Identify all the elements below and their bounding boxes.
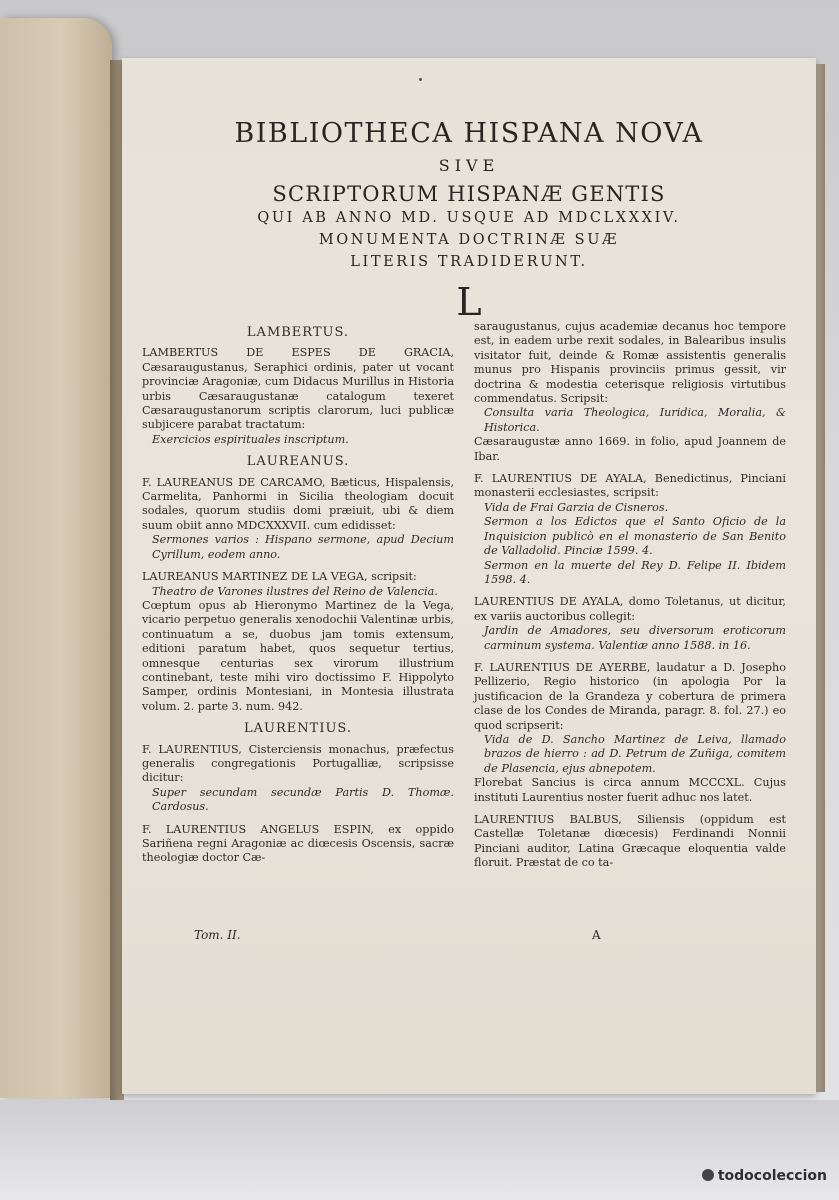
- entry-text: LAUREANUS MARTINEZ DE LA VEGA, scripsit:: [142, 570, 417, 584]
- heading-laurentius: LAURENTIUS.: [244, 721, 352, 737]
- volume-footer: Tom. II.: [194, 928, 241, 942]
- entry-carcamo: [142, 476, 454, 562]
- entry-work: Vida de Frai Garzia de Cisneros.: [484, 500, 669, 514]
- entry-text: F. LAURENTIUS ANGELUS ESPIN, ex oppido Sariñena regni Aragoniæ ac diœcesis Oscensis, sacræ theologiæ doctor Cæ-: [142, 822, 454, 865]
- watermark-text: todocoleccion: [717, 1168, 827, 1184]
- entry-text-rest: Cœptum opus ab Hieronymo Martinez de la Vega, vicario perpetuo generalis xenodochii Valentinæ urbis, continuatum a se, duobus jam tomis extensum, editioni paratum habet, quos sequetur tertius, omnesque centurias sex virorum illustrium continebant, teste mihi viro doctissimo F. Hippolyto Samper, ordinis Montesiani, in Montesia illustrata volum. 2. parte 3. num. 942.: [142, 598, 454, 713]
- right-column: [474, 320, 786, 879]
- entry-work: Super secundam secundæ Partis D. Thomæ. Cardosus.: [152, 785, 454, 814]
- entry-text: F. LAURENTIUS DE AYALA, Benedictinus, Pinciani monasterii ecclesiastes, scripsit:: [474, 472, 786, 500]
- title-line-5: MONUMENTA DOCTRINÆ SUÆ: [318, 232, 620, 248]
- entry-laurentius: [142, 743, 454, 815]
- heading-lambertus: LAMBERTUS.: [246, 325, 350, 340]
- title-line-3: SCRIPTORUM HISPANÆ GENTIS: [272, 182, 666, 206]
- entry-work: Sermon a los Edictos que el Santo Oficio de la Inquisicion publicò en el monasterio de San Benito de Valladolid. Pinciæ 1599. 4.: [484, 515, 786, 558]
- table-surface: [0, 1100, 839, 1200]
- section-letter: L: [456, 280, 482, 324]
- entry-text: LAURENTIUS BALBUS, Siliensis (oppidum est Castellæ Toletanæ diœcesis) Ferdinandi Nonnii Pinciani auditor, Latina Græcaque eloquentia valde floruit. Præstat de co ta-: [474, 813, 786, 870]
- entry-text: F. LAURENTIUS, Cisterciensis monachus, præfectus generalis congregationis Portugalliæ, scripsisse dicitur:: [142, 742, 454, 785]
- entry-text-rest: Cæsaraugustæ anno 1669. in folio, apud Joannem de Ibar.: [474, 435, 786, 463]
- entry-work: Sermon en la muerte del Rey D. Felipe II. Ibidem 1598. 4.: [484, 558, 786, 586]
- entry-text: saraugustanus, cujus academiæ decanus hoc tempore est, in eadem urbe rexit sodales, in Balearibus insulis visitator fuit, deinde & Romæ assistentis generalis munus pro Hispanis provinciis primus gessit, vir doctrina & modestia ceterisque religiosis virtutibus commendatus. Scripsit:: [474, 320, 786, 406]
- left-column: [142, 320, 454, 874]
- entry-lambertus: [142, 346, 454, 447]
- left-page-edge: [0, 18, 112, 1098]
- entry-ayala-benedictine: [474, 472, 786, 587]
- entry-work: Vida de D. Sancho Martinez de Leiva, llamado brazos de hierro : ad D. Petrum de Zuñiga, comitem de Plasencia, ejus abnepotem.: [484, 732, 786, 775]
- entry-work: Sermones varios : Hispano sermone, apud Decium Cyrillum, eodem anno.: [152, 533, 454, 561]
- entry-work: Exercicios espirituales inscriptum.: [152, 432, 349, 446]
- signature-mark: A: [592, 928, 601, 942]
- book-page: [122, 58, 816, 1094]
- title-line-2: SIVE: [438, 156, 500, 175]
- title-line-1: BIBLIOTHECA HISPANA NOVA: [234, 118, 704, 149]
- entry-text: LAURENTIUS DE AYALA, domo Toletanus, ut dicitur, ex variis auctoribus collegit:: [474, 595, 786, 623]
- entry-work: Consulta varia Theologica, Iuridica, Moralia, & Historica.: [484, 406, 786, 434]
- entry-work: Theatro de Varones ilustres del Reino de Valencia.: [152, 584, 438, 598]
- heading-laureanus: LAUREANUS.: [246, 454, 350, 470]
- entry-work: Jardin de Amadores, seu diversorum eroticorum carminum systema. Valentiæ anno 1588. in 16.: [484, 624, 786, 652]
- entry-martinez: [142, 570, 454, 714]
- entry-text: F. LAURENTIUS DE AYERBE, laudatur a D. Josepho Pellizerio, Regio historico (in apologia Por la justificacion de la Grandeza y cobertura de primera clase de los Condes de Miranda, paragr. 8. fol. 27.) eo quod scripserit:: [474, 660, 786, 732]
- title-line-6: LITERIS TRADIDERUNT.: [350, 254, 588, 270]
- watermark-logo-icon: [702, 1169, 714, 1181]
- entry-balbus: [474, 813, 786, 871]
- ink-dot: [419, 78, 422, 81]
- entry-text: F. LAUREANUS DE CARCAMO, Bæticus, Hispalensis, Carmelita, Panhormi in Sicilia theologiam docuit sodales, quorum studiis domi præiuit, ubi & diem suum obiit anno MDCXXXVII. cum edidisset:: [142, 475, 454, 532]
- entry-continuation: [474, 320, 786, 464]
- entry-text: LAMBERTUS DE ESPES DE GRACIA, Cæsaraugustanus, Seraphici ordinis, pater ut vocant provinciæ Aragoniæ, cum Didacus Murillus in Historia urbis Cæsaraugustanæ catalogum texeret Cæsaraugustanorum scriptis clarorum, luci publicæ subjicere parabat tractatum:: [142, 346, 454, 432]
- title-line-4: QUI AB ANNO MD. USQUE AD MDCLXXXIV.: [257, 210, 681, 226]
- entry-text-rest: Florebat Sancius is circa annum MCCCXL. Cujus instituti Laurentius noster fuerit adhuc nos latet.: [474, 776, 786, 804]
- entry-espin: [142, 823, 454, 866]
- page-edge-right: [815, 64, 825, 1092]
- entry-ayala-toletanus: [474, 595, 786, 653]
- watermark: [702, 1168, 827, 1184]
- entry-ayerbe: [474, 661, 786, 805]
